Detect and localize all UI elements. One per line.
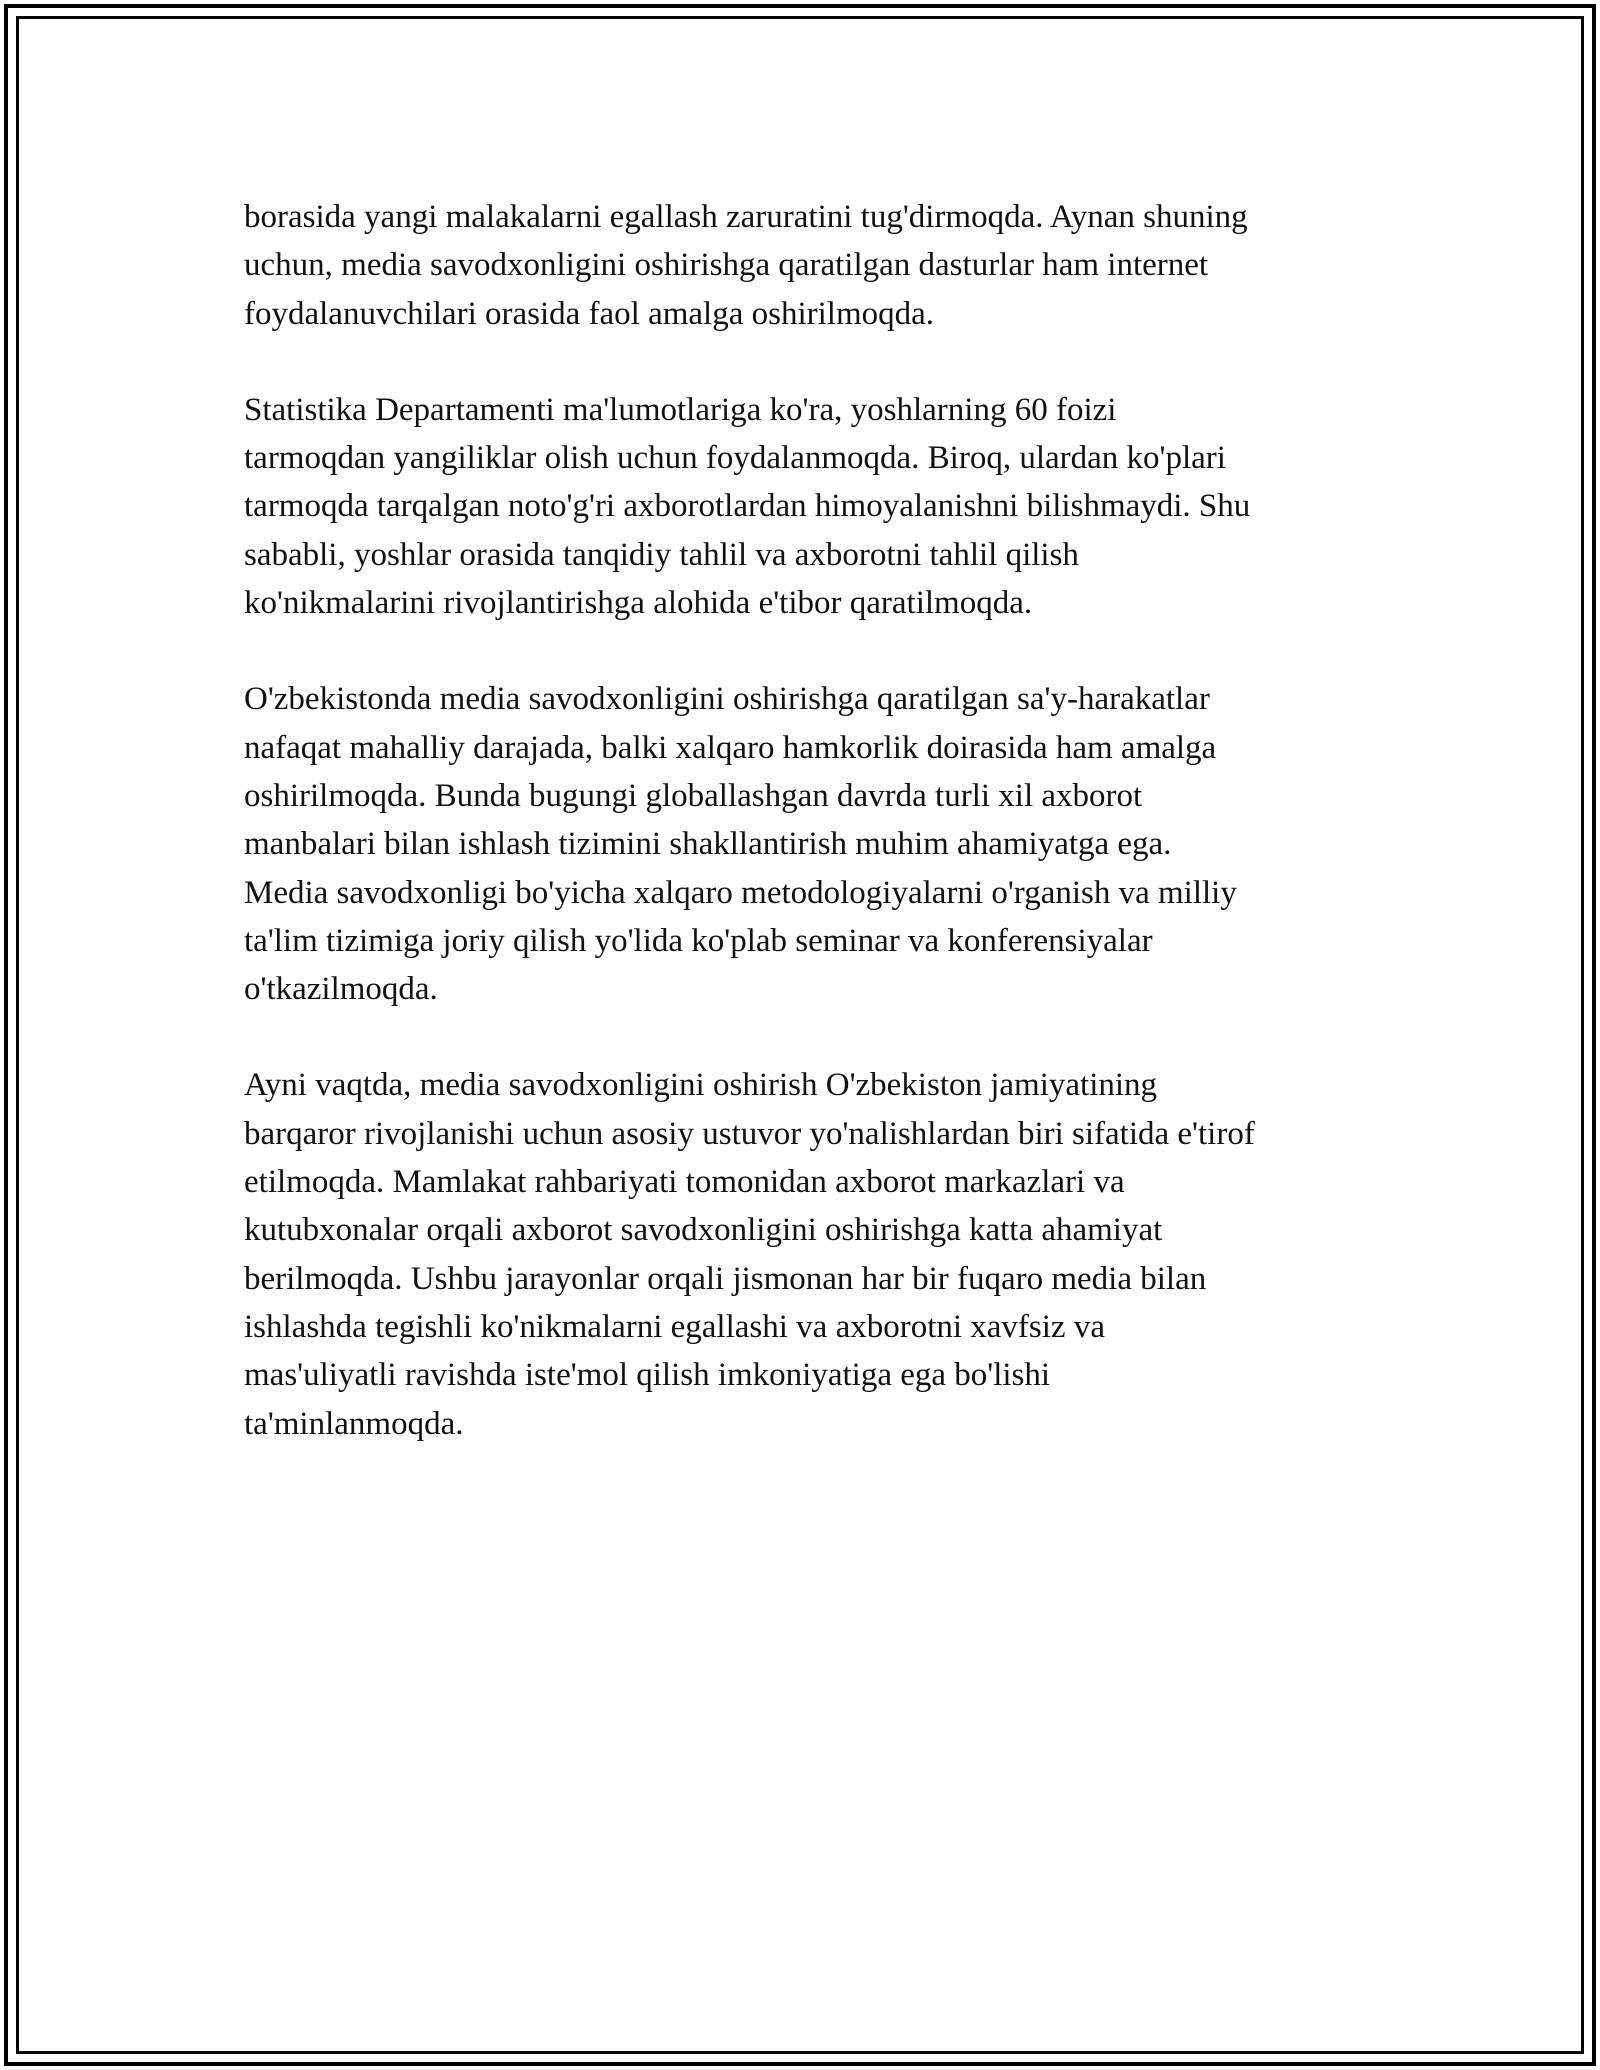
paragraph-3: O'zbekistonda media savodxonligini oshirishga qaratilgan sa'y-harakatlar nafaqat mahalliy darajada, balki xalqaro hamkorlik doirasida ham amalga oshirilmoqda. Bunda bugungi globallashgan davrda turli xil axborot manbalari bilan ishlash tizimini shakllantirish muhim ahamiyatga ega. Media savodxonligi bo'yicha xalqaro metodologiyalarni o'rganish va milliy ta'lim tizimiga joriy qilish yo'lida ko'plab seminar va konferensiyalar o'tkazilmoqda. — [244, 681, 1237, 1008]
document-body — [244, 193, 1374, 1496]
paragraph-2: Statistika Departamenti ma'lumotlariga ko'ra, yoshlarning 60 foizi tarmoqdan yangiliklar olish uchun foydalanmoqda. Biroq, ulardan ko'plari tarmoqda tarqalgan noto'g'ri axborotlardan himoyalanishni bilishmaydi. Shu sababli, yoshlar orasida tanqidiy tahlil va axborotni tahlil qilish ko'nikmalarini rivojlantirishga alohida e'tibor qaratilmoqda. — [244, 391, 1251, 622]
page-frame — [4, 4, 1596, 2066]
paragraph-4: Ayni vaqtda, media savodxonligini oshirish O'zbekiston jamiyatining barqaror rivojlanishi uchun asosiy ustuvor yo'nalishlardan biri sifatida e'tirof etilmoqda. Mamlakat rahbariyati tomonidan axborot markazlari va kutubxonalar orqali axborot savodxonligini oshirishga katta ahamiyat berilmoqda. Ushbu jarayonlar orqali jismonan har bir fuqaro media bilan ishlashda tegishli ko'nikmalarni egallashi va axborotni xavfsiz va mas'uliyatli ravishda iste'mol qilish imkoniyatiga ega bo'lishi ta'minlanmoqda. — [244, 1067, 1255, 1442]
paragraph-1: borasida yangi malakalarni egallash zaruratini tug'dirmoqda. Aynan shuning uchun, media savodxonligini oshirishga qaratilgan dasturlar ham internet foydalanuvchilari orasida faol amalga oshirilmoqda. — [244, 199, 1248, 332]
